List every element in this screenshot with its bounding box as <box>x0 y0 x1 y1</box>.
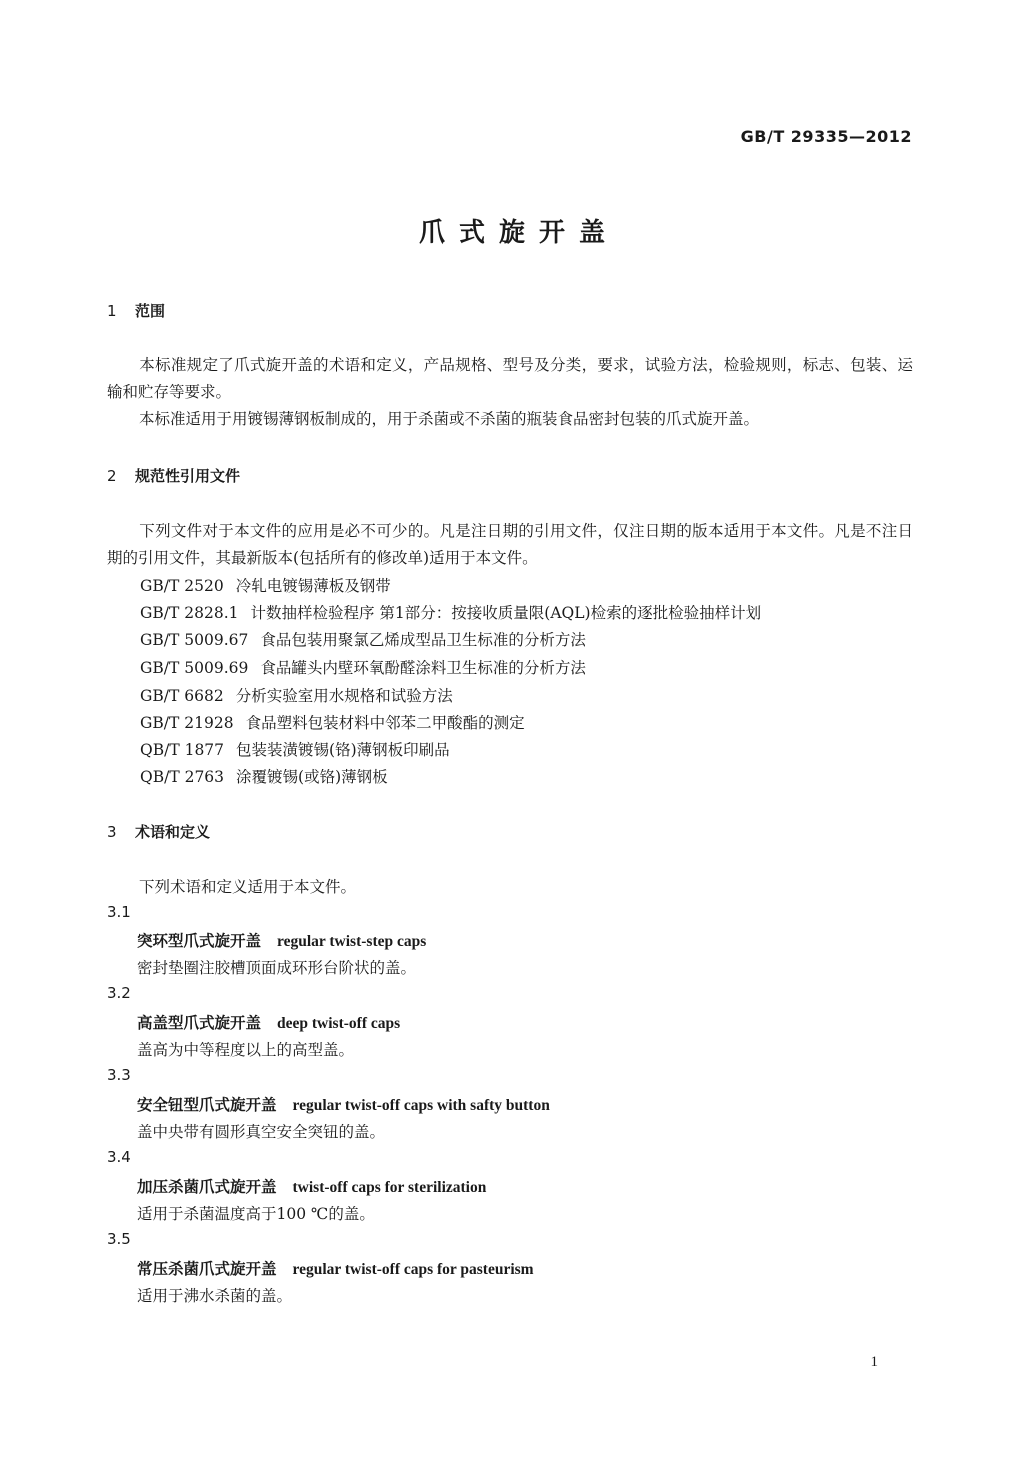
section-number: 3 <box>107 823 117 841</box>
term-name: 加压杀菌爪式旋开盖 twist-off caps for sterilization <box>137 1177 487 1196</box>
section-heading-scope <box>107 300 165 321</box>
reference-item: GB/T 5009.69 食品罐头内壁环氧酚醛涂料卫生标准的分析方法 <box>140 659 586 677</box>
section-title: 范围 <box>135 302 166 320</box>
term-number: 3.4 <box>107 1148 131 1166</box>
term-name: 安全钮型爪式旋开盖 regular twist-off caps with safty button <box>137 1095 550 1114</box>
term-definition: 密封垫圈注胶槽顶面成环形台阶状的盖。 <box>137 959 417 977</box>
page-number: 1 <box>870 1354 878 1370</box>
section-title: 规范性引用文件 <box>135 467 241 485</box>
standard-number: GB/T 29335—2012 <box>740 127 912 146</box>
reference-item: GB/T 6682 分析实验室用水规格和试验方法 <box>140 687 453 705</box>
document-title: 爪式旋开盖 <box>418 218 619 248</box>
term-name: 突环型爪式旋开盖 regular twist-step caps <box>137 931 427 950</box>
term-number: 3.5 <box>107 1230 131 1248</box>
reference-item: QB/T 1877 包装装潢镀锡(铬)薄钢板印刷品 <box>140 741 450 759</box>
reference-item: GB/T 5009.67 食品包装用聚氯乙烯成型品卫生标准的分析方法 <box>140 631 586 649</box>
section-heading-normative <box>107 465 240 486</box>
scope-paragraph-1: 本标准规定了爪式旋开盖的术语和定义，产品规格、型号及分类，要求，试验方法，检验规则，标志、包装、运输和贮存等要求。 <box>107 356 913 401</box>
scope-paragraph-2: 本标准适用于用镀锡薄钢板制成的，用于杀菌或不杀菌的瓶装食品密封包装的爪式旋开盖。 <box>139 410 760 428</box>
term-definition: 盖中央带有圆形真空安全突钮的盖。 <box>137 1123 386 1141</box>
terms-intro: 下列术语和定义适用于本文件。 <box>139 878 357 896</box>
section-heading-terms <box>107 821 210 842</box>
reference-item: QB/T 2763 涂覆镀锡(或铬)薄钢板 <box>140 768 388 786</box>
term-name: 高盖型爪式旋开盖 deep twist-off caps <box>137 1013 401 1032</box>
term-definition: 适用于杀菌温度高于100 ℃的盖。 <box>137 1205 375 1223</box>
reference-item: GB/T 21928 食品塑料包装材料中邻苯二甲酸酯的测定 <box>140 714 525 732</box>
term-definition: 盖高为中等程度以上的高型盖。 <box>137 1041 355 1059</box>
term-number: 3.3 <box>107 1066 131 1084</box>
reference-item: GB/T 2520 冷轧电镀锡薄板及钢带 <box>140 577 391 595</box>
section-number: 2 <box>107 467 117 485</box>
term-number: 3.2 <box>107 984 131 1002</box>
term-number: 3.1 <box>107 903 131 921</box>
term-definition: 适用于沸水杀菌的盖。 <box>137 1287 293 1305</box>
section-number: 1 <box>107 302 117 320</box>
normative-intro: 下列文件对于本文件的应用是必不可少的。凡是注日期的引用文件，仅注日期的版本适用于本文件。凡是不注日期的引用文件，其最新版本(包括所有的修改单)适用于本文件。 <box>107 522 913 567</box>
term-name: 常压杀菌爪式旋开盖 regular twist-off caps for pasteurism <box>137 1259 534 1278</box>
section-title: 术语和定义 <box>135 823 211 841</box>
reference-item: GB/T 2828.1 计数抽样检验程序 第1部分：按接收质量限(AQL)检索的逐批检验抽样计划 <box>140 604 762 622</box>
